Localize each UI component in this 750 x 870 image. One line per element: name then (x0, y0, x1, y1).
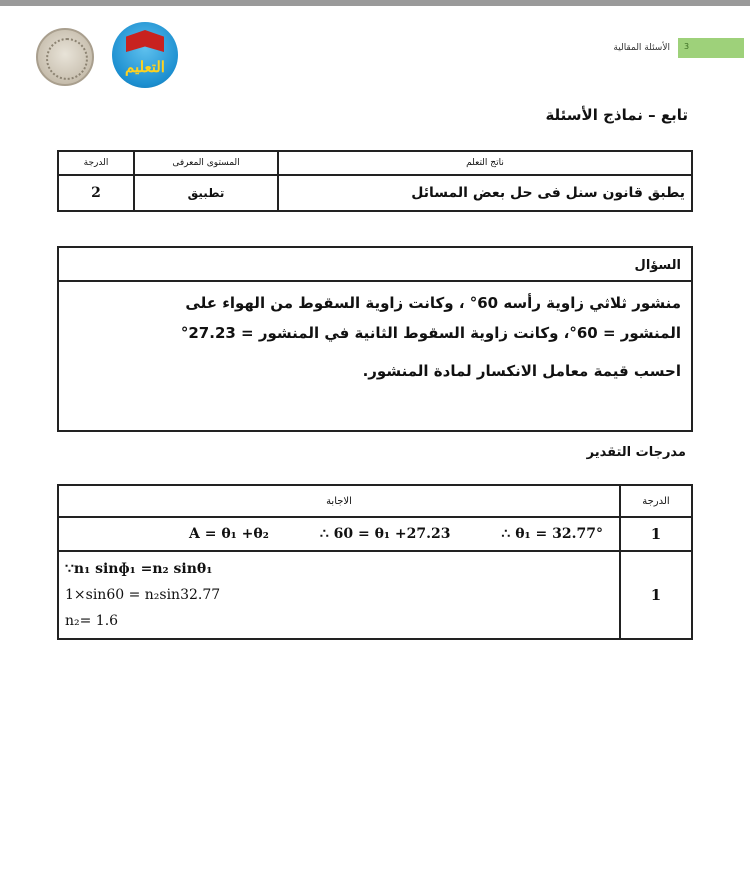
education-logo (112, 22, 178, 88)
outcome-value: يطبق قانون سنل فى حل بعض المسائل (278, 175, 692, 211)
level-value: تطبيق (134, 175, 278, 211)
question-heading: السؤال (59, 248, 691, 282)
answer-step-1 (58, 517, 620, 551)
page-number-badge (678, 38, 744, 58)
top-bar (0, 0, 750, 6)
question-line-2: المنشور = 60°، وكانت زاوية السقوط الثانية في المنشور = 27.23° (180, 324, 681, 342)
snell-law-equation: ∵n₁ sinɸ₁ =n₂ sinθ₁ (65, 561, 213, 577)
refractive-index-result: n₂= 1.6 (65, 613, 119, 629)
col-level-header: المستوى المعرفى (134, 151, 278, 175)
page-number: 3 (684, 42, 690, 51)
grade-value: 2 (58, 175, 134, 211)
col-answer-header: الاجابة (58, 485, 620, 517)
col-grade-header: الدرجة (620, 485, 692, 517)
question-box (57, 246, 693, 432)
rubric-title: مدرجات التقدير (586, 445, 686, 460)
page-tag-label: الأسئلة المقالية (613, 43, 670, 53)
col-grade-header: الدرجة (58, 151, 134, 175)
question-line-3: احسب قيمة معامل الانكسار لمادة المنشور. (362, 362, 681, 380)
snell-substitution: 1×sin60 = n₂sin32.77 (65, 587, 221, 603)
equation-substitution: ∴ 60 = θ₁ +27.23 (319, 526, 451, 542)
step-2-grade: 1 (620, 551, 692, 639)
answer-step-2 (58, 551, 620, 639)
book-icon (126, 30, 164, 52)
equation-angle-sum: A = θ₁ +θ₂ (189, 526, 269, 542)
logo-word: التعليم (125, 58, 165, 76)
step-1-grade: 1 (620, 517, 692, 551)
section-title: تابع – نماذج الأسئلة (545, 106, 688, 124)
question-line-1: منشور ثلاثي زاوية رأسه 60° ، وكانت زاوية السقوط من الهواء على (185, 294, 681, 312)
rubric-table (57, 484, 693, 640)
outcome-table (57, 150, 693, 212)
question-text (59, 282, 691, 386)
col-outcome-header: ناتج التعلم (278, 151, 692, 175)
equation-theta-result: ∴ θ₁ = 32.77° (501, 526, 603, 542)
page-header-tag (613, 38, 744, 58)
university-seal-logo (36, 28, 94, 86)
